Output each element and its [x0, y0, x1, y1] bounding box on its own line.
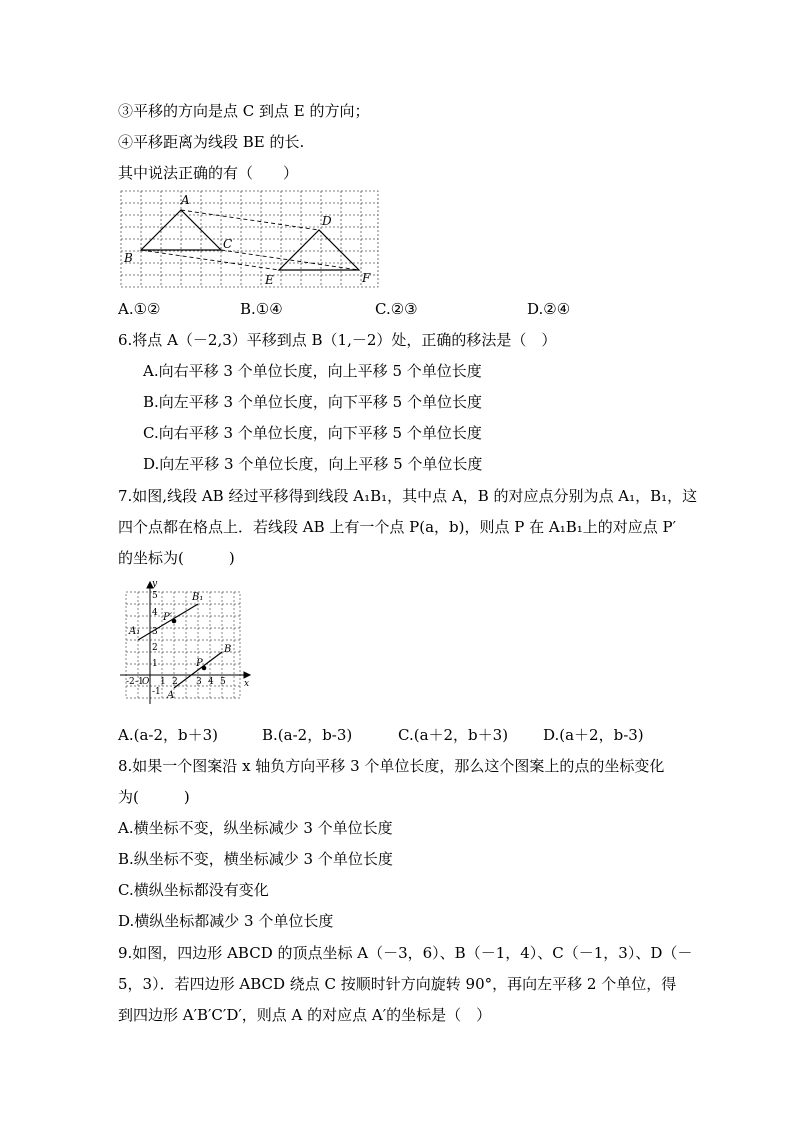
label-A1: A₁ — [129, 626, 141, 637]
q7-prompt-line2: 四个点都在格点上．若线段 AB 上有一个点 P(a，b)，则点 P 在 A₁B₁上的对应点 P′ — [118, 518, 677, 536]
q6-option-d: D.向左平移 3 个单位长度，向上平移 5 个单位长度 — [143, 455, 483, 473]
label-F: F — [362, 271, 371, 285]
label-A: A — [167, 690, 175, 701]
ytick-5: 5 — [152, 591, 158, 601]
q6-option-a: A.向右平移 3 个单位长度，向上平移 5 个单位长度 — [143, 362, 482, 380]
label-P: P — [196, 658, 203, 669]
ytick-1: 1 — [152, 659, 158, 669]
q7-prompt-line1: 7.如图,线段 AB 经过平移得到线段 A₁B₁，其中点 A，B 的对应点分别为点 A₁，B₁，这 — [118, 487, 698, 505]
label-C: C — [223, 237, 233, 251]
q9-prompt-line1: 9.如图，四边形 ABCD 的顶点坐标 A（－3，6）、B（－1，4）、C（－1，3）、D（－ — [118, 944, 693, 962]
q7-option-b: B.(a-2，b-3) — [262, 726, 353, 744]
statement-3: ③平移的方向是点 C 到点 E 的方向； — [118, 102, 370, 120]
q8-prompt-line2: 为( ) — [118, 788, 190, 806]
ytick-2: 2 — [152, 643, 158, 653]
q6-option-b: B.向左平移 3 个单位长度，向下平移 5 个单位长度 — [143, 393, 482, 411]
q5-option-b: B.①④ — [240, 300, 283, 318]
origin-label: O — [142, 677, 150, 687]
q5-option-a: A.①② — [118, 300, 161, 318]
label-B: B — [224, 644, 232, 655]
q5-option-d: D.②④ — [527, 300, 571, 318]
xtick-1: 1 — [160, 677, 166, 687]
label-E: E — [265, 273, 274, 287]
xtick-neg1: -1 — [135, 677, 144, 687]
q9-prompt-line3: 到四边形 A′B′C′D′，则点 A 的对应点 A′的坐标是（ ） — [118, 1006, 492, 1024]
q8-option-a: A.横坐标不变，纵坐标减少 3 个单位长度 — [118, 819, 393, 837]
xtick-neg2: -2 — [126, 677, 135, 687]
statement-4: ④平移距离为线段 BE 的长. — [118, 133, 305, 151]
label-D: D — [322, 214, 332, 228]
q8-option-b: B.纵坐标不变，横坐标减少 3 个单位长度 — [118, 850, 393, 868]
ytick-3: 3 — [152, 627, 158, 637]
label-B1: B₁ — [192, 592, 204, 603]
q7-option-d: D.(a＋2，b-3) — [543, 726, 644, 744]
xtick-4: 4 — [208, 677, 214, 687]
q5-option-c: C.②③ — [375, 300, 418, 318]
q6-option-c: C.向右平移 3 个单位长度，向下平移 5 个单位长度 — [143, 424, 482, 442]
ytick-4: 4 — [152, 608, 158, 618]
q7-prompt-line3: 的坐标为( ) — [118, 549, 235, 567]
q7-option-a: A.(a-2，b＋3) — [118, 726, 219, 744]
q9-prompt-line2: 5，3）．若四边形 ABCD 绕点 C 按顺时针方向旋转 90°，再向左平移 2 个单位，得 — [118, 975, 677, 993]
xtick-5: 5 — [220, 677, 226, 687]
q6-prompt: 6.将点 A（－2,3）平移到点 B（1,－2）处，正确的移法是（ ） — [118, 331, 557, 349]
figure-triangle-translation — [120, 190, 380, 290]
label-B: B — [124, 251, 133, 265]
axis-x-label: x — [244, 679, 250, 689]
axis-y-label: y — [152, 579, 158, 589]
q8-option-c: C.横纵坐标都没有变化 — [118, 881, 269, 899]
xtick-3: 3 — [196, 677, 202, 687]
q7-option-c: C.(a＋2，b＋3) — [398, 726, 509, 744]
label-P1: P′ — [163, 612, 172, 623]
ytick-neg1: -1 — [152, 687, 161, 697]
figure-coordinate-grid — [116, 578, 256, 708]
q5-prompt: 其中说法正确的有（ ） — [118, 164, 299, 182]
q8-prompt-line1: 8.如果一个图案沿 x 轴负方向平移 3 个单位长度，那么这个图案上的点的坐标变化 — [118, 757, 665, 775]
xtick-2: 2 — [172, 677, 178, 687]
q8-option-d: D.横纵坐标都减少 3 个单位长度 — [118, 912, 334, 930]
label-A: A — [181, 193, 190, 207]
